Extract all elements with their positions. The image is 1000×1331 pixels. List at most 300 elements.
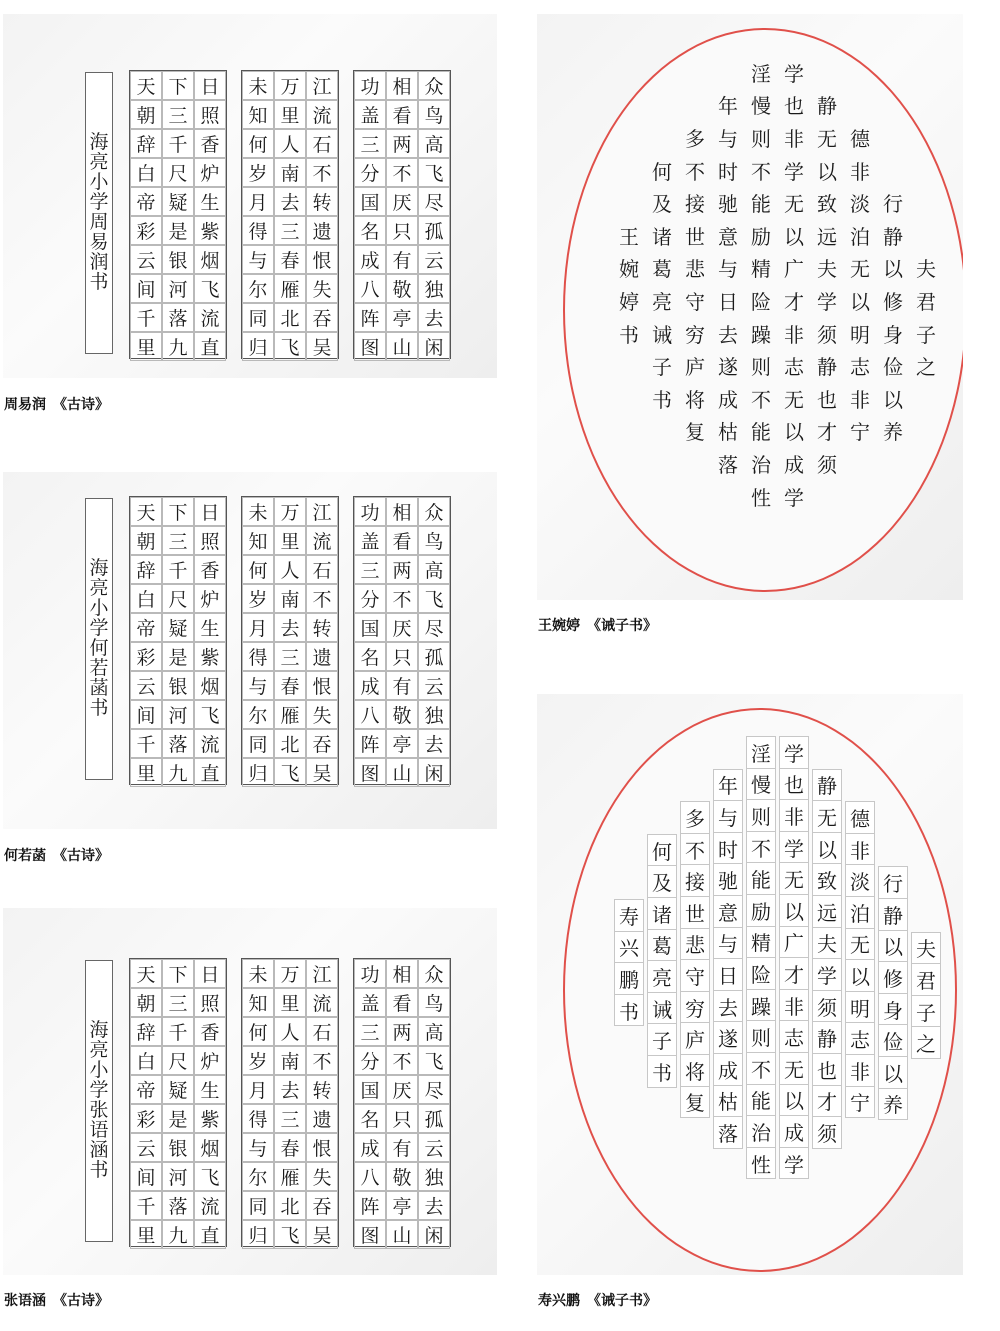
poem-char: 吞	[306, 1191, 338, 1220]
poem-char: 厌	[386, 613, 418, 642]
signature-char: 亮	[89, 151, 109, 174]
essay-char: 精	[751, 257, 771, 282]
essay-char: 无	[812, 800, 842, 833]
poem-char: 众	[418, 959, 450, 988]
poem-char: 流	[306, 100, 338, 129]
poem-char: 有	[386, 245, 418, 274]
poem-char: 相	[386, 71, 418, 100]
poem-char: 疑	[162, 187, 194, 216]
essay-char: 静	[812, 769, 842, 802]
poem-char: 高	[418, 129, 450, 158]
signature-char: 王	[619, 224, 639, 249]
essay-char: 何	[647, 834, 677, 867]
essay-column-9	[647, 154, 677, 415]
poem-char: 敬	[386, 1162, 418, 1191]
poem-char: 孤	[418, 1104, 450, 1133]
poem-char: 吴	[306, 1220, 338, 1249]
poem-char: 亭	[386, 1191, 418, 1220]
poem-char: 日	[194, 497, 226, 526]
essay-char: 静	[817, 94, 837, 119]
poem-char: 千	[130, 1191, 162, 1220]
poem-char: 紫	[194, 216, 226, 245]
poem-char: 同	[242, 1191, 274, 1220]
essay-char: 遂	[718, 355, 738, 380]
signature-char: 何	[89, 637, 109, 659]
signature-char: 书	[614, 994, 644, 1027]
essay-char: 也	[779, 768, 809, 801]
poem-char: 流	[306, 988, 338, 1017]
poem-char: 彩	[130, 216, 162, 245]
essay-char: 远	[817, 224, 837, 249]
essay-char: 俭	[883, 355, 903, 380]
essay-char: 之	[916, 355, 936, 380]
signature-char: 海	[89, 557, 109, 580]
poem-char: 雁	[274, 1162, 306, 1191]
poem-char: 流	[194, 1191, 226, 1220]
poem-char: 众	[418, 71, 450, 100]
poem-char: 尔	[242, 274, 274, 303]
poem-char: 与	[242, 1133, 274, 1162]
poem-char: 阵	[354, 1191, 386, 1220]
poem-char: 云	[130, 1133, 162, 1162]
poem-char: 朝	[130, 988, 162, 1017]
poem-char: 岁	[242, 158, 274, 187]
poem-char: 疑	[162, 1075, 194, 1104]
essay-char: 明	[845, 991, 875, 1024]
essay-column-9	[647, 834, 677, 1087]
poem-char: 朝	[130, 100, 162, 129]
essay-char: 不	[746, 1052, 776, 1085]
poem-char: 炉	[194, 584, 226, 613]
essay-char: 夫	[916, 257, 936, 282]
essay-char: 亮	[647, 960, 677, 993]
essay-char: 以	[817, 159, 837, 184]
poem-char: 三	[354, 555, 386, 584]
essay-char: 才	[779, 957, 809, 990]
poem-char: 流	[194, 729, 226, 758]
poem-char: 照	[194, 526, 226, 555]
poem-char: 八	[354, 700, 386, 729]
essay-char: 学	[779, 736, 809, 769]
essay-char: 无	[784, 387, 804, 412]
poem-char: 敬	[386, 274, 418, 303]
poem-char: 得	[242, 216, 274, 245]
essay-char: 无	[779, 1052, 809, 1085]
essay-char: 学	[784, 61, 804, 86]
poem-char: 春	[274, 245, 306, 274]
poem-char: 相	[386, 959, 418, 988]
poem-char: 飞	[194, 1162, 226, 1191]
essay-char: 以	[812, 832, 842, 865]
poem-char: 月	[242, 187, 274, 216]
poem-char: 银	[162, 245, 194, 274]
essay-char: 年	[718, 94, 738, 119]
caption-2: 何若菡 《古诗》	[4, 848, 109, 864]
poem-char: 看	[386, 526, 418, 555]
poem-char: 有	[386, 1133, 418, 1162]
poem-char: 九	[162, 332, 194, 361]
essay-char: 躁	[751, 322, 771, 347]
essay-char: 以	[878, 1056, 908, 1089]
essay-char: 书	[647, 1055, 677, 1088]
poem-char: 雁	[274, 700, 306, 729]
photo-sheet-2	[3, 472, 497, 829]
poem-char: 千	[130, 303, 162, 332]
essay-column-2	[878, 866, 908, 1119]
essay-char: 非	[779, 799, 809, 832]
poem-char: 人	[274, 555, 306, 584]
photo-essay-1	[537, 14, 963, 600]
poem-char: 未	[242, 71, 274, 100]
poem-char: 三	[274, 216, 306, 245]
essay-char: 庐	[685, 355, 705, 380]
essay-char: 枯	[713, 1085, 743, 1118]
poem-char: 不	[386, 584, 418, 613]
essay-char: 广	[779, 926, 809, 959]
photo-sheet-1	[3, 14, 497, 378]
poem-char: 间	[130, 700, 162, 729]
essay-char: 庐	[680, 1022, 710, 1055]
poem-char: 万	[274, 497, 306, 526]
poem-char: 图	[354, 1220, 386, 1249]
poem-char: 与	[242, 245, 274, 274]
poem-char: 石	[306, 129, 338, 158]
poem-char: 流	[194, 303, 226, 332]
poem-char: 春	[274, 1133, 306, 1162]
poem-char: 去	[274, 613, 306, 642]
poem-block-1	[129, 496, 227, 785]
essay-char: 书	[652, 387, 672, 412]
essay-char: 也	[817, 387, 837, 412]
signature-char: 寿	[614, 899, 644, 932]
essay-char: 能	[746, 1084, 776, 1117]
poem-char: 白	[130, 158, 162, 187]
poem-char: 直	[194, 1220, 226, 1249]
poem-char: 尺	[162, 584, 194, 613]
essay-char: 驰	[713, 863, 743, 896]
poem-char: 云	[418, 245, 450, 274]
essay-char: 遂	[713, 1021, 743, 1054]
poem-block-2	[241, 70, 339, 359]
essay-char: 非	[850, 387, 870, 412]
poem-char: 间	[130, 1162, 162, 1191]
poem-char: 恨	[306, 245, 338, 274]
poem-char: 石	[306, 555, 338, 584]
poem-char: 里	[130, 332, 162, 361]
essay-char: 非	[784, 322, 804, 347]
poem-char: 去	[418, 1191, 450, 1220]
essay-char: 修	[883, 289, 903, 314]
essay-char: 致	[817, 192, 837, 217]
poem-char: 分	[354, 158, 386, 187]
poem-char: 尺	[162, 1046, 194, 1075]
poem-char: 亭	[386, 303, 418, 332]
essay-char: 以	[850, 289, 870, 314]
poem-char: 国	[354, 187, 386, 216]
essay-char: 能	[751, 420, 771, 445]
poem-char: 名	[354, 642, 386, 671]
essay-char: 成	[718, 387, 738, 412]
essay-char: 才	[784, 289, 804, 314]
essay-char: 意	[718, 224, 738, 249]
poem-char: 云	[130, 245, 162, 274]
signature-char: 海	[89, 1019, 109, 1042]
poem-char: 南	[274, 584, 306, 613]
essay-column-7	[713, 769, 743, 1148]
poem-char: 云	[130, 671, 162, 700]
essay-char: 去	[718, 322, 738, 347]
essay-char: 治	[746, 1115, 776, 1148]
poem-char: 分	[354, 584, 386, 613]
poem-char: 盖	[354, 100, 386, 129]
poem-char: 吞	[306, 729, 338, 758]
poem-char: 功	[354, 959, 386, 988]
essay-column-5	[779, 736, 809, 1178]
essay-column-1	[911, 252, 941, 382]
poem-char: 人	[274, 1017, 306, 1046]
poem-char: 独	[418, 1162, 450, 1191]
poem-char: 天	[130, 497, 162, 526]
poem-char: 山	[386, 758, 418, 787]
essay-char: 志	[784, 355, 804, 380]
poem-char: 尽	[418, 613, 450, 642]
poem-char: 去	[418, 729, 450, 758]
signature-char: 若	[89, 656, 109, 679]
poem-char: 紫	[194, 642, 226, 671]
poem-char: 三	[274, 1104, 306, 1133]
signature-char: 亮	[89, 577, 109, 600]
poem-char: 千	[162, 1017, 194, 1046]
poem-char: 转	[306, 187, 338, 216]
signature-char: 鹏	[614, 962, 644, 995]
poem-char: 日	[194, 959, 226, 988]
essay-char: 多	[680, 801, 710, 834]
poem-char: 山	[386, 332, 418, 361]
essay-char: 子	[916, 322, 936, 347]
poem-char: 香	[194, 555, 226, 584]
essay-char: 枯	[718, 420, 738, 445]
poem-char: 生	[194, 1075, 226, 1104]
poem-char: 三	[162, 100, 194, 129]
poem-char: 阵	[354, 729, 386, 758]
poem-char: 去	[418, 303, 450, 332]
poem-char: 两	[386, 555, 418, 584]
essay-char: 不	[751, 159, 771, 184]
essay-column-3	[845, 801, 875, 1117]
poem-char: 高	[418, 555, 450, 584]
essay-char: 时	[713, 832, 743, 865]
caption-4: 王婉婷 《诫子书》	[538, 618, 657, 634]
essay-char: 复	[685, 420, 705, 445]
poem-char: 落	[162, 1191, 194, 1220]
signature-char: 小	[89, 171, 109, 194]
poem-block-3	[353, 70, 451, 359]
essay-char: 远	[812, 895, 842, 928]
poem-char: 紫	[194, 1104, 226, 1133]
essay-char: 以	[878, 930, 908, 963]
poem-char: 阵	[354, 303, 386, 332]
essay-char: 非	[779, 989, 809, 1022]
signature-char: 婷	[619, 289, 639, 314]
poem-char: 香	[194, 129, 226, 158]
essay-char: 慢	[751, 94, 771, 119]
poem-char: 吴	[306, 758, 338, 787]
signature-char: 书	[619, 322, 639, 347]
poem-char: 得	[242, 1104, 274, 1133]
essay-column-6	[746, 736, 776, 1178]
poem-char: 是	[162, 1104, 194, 1133]
poem-char: 相	[386, 497, 418, 526]
poem-char: 江	[306, 71, 338, 100]
poem-char: 尔	[242, 700, 274, 729]
signature-char: 润	[89, 250, 109, 273]
essay-char: 与	[713, 927, 743, 960]
essay-char: 不	[685, 159, 705, 184]
essay-char: 志	[779, 1020, 809, 1053]
poem-char: 不	[386, 1046, 418, 1075]
poem-char: 得	[242, 642, 274, 671]
poem-char: 成	[354, 1133, 386, 1162]
signature-char: 周	[89, 211, 109, 233]
poem-char: 只	[386, 216, 418, 245]
poem-char: 鸟	[418, 526, 450, 555]
essay-char: 世	[680, 896, 710, 929]
essay-char: 身	[878, 993, 908, 1026]
essay-char: 身	[883, 322, 903, 347]
poem-char: 去	[274, 1075, 306, 1104]
poem-char: 里	[274, 526, 306, 555]
poem-char: 有	[386, 671, 418, 700]
poem-char: 飞	[418, 584, 450, 613]
poem-char: 孤	[418, 642, 450, 671]
poem-char: 河	[162, 274, 194, 303]
essay-column-1	[911, 932, 941, 1058]
essay-char: 驰	[718, 192, 738, 217]
poem-char: 图	[354, 332, 386, 361]
poem-char: 烟	[194, 245, 226, 274]
essay-char: 俭	[878, 1024, 908, 1057]
poem-char: 分	[354, 1046, 386, 1075]
poem-char: 北	[274, 729, 306, 758]
poem-char: 岁	[242, 1046, 274, 1075]
poem-char: 万	[274, 959, 306, 988]
essay-char: 夫	[812, 927, 842, 960]
signature-char: 语	[89, 1118, 109, 1141]
essay-char: 能	[746, 862, 776, 895]
caption-5: 寿兴鹏 《诫子书》	[538, 1293, 657, 1309]
essay-column-4	[812, 89, 842, 480]
poem-char: 日	[194, 71, 226, 100]
poem-block-1	[129, 958, 227, 1247]
poem-char: 月	[242, 1075, 274, 1104]
poem-char: 九	[162, 758, 194, 787]
poem-char: 独	[418, 274, 450, 303]
essay-char: 诸	[647, 897, 677, 930]
caption-3: 张语涵 《古诗》	[4, 1293, 109, 1309]
essay-char: 须	[812, 990, 842, 1023]
poem-char: 孤	[418, 216, 450, 245]
poem-char: 银	[162, 1133, 194, 1162]
poem-char: 石	[306, 1017, 338, 1046]
essay-char: 养	[878, 1088, 908, 1121]
poem-char: 帝	[130, 1075, 162, 1104]
poem-char: 转	[306, 1075, 338, 1104]
essay-char: 君	[916, 289, 936, 314]
essay-char: 无	[779, 862, 809, 895]
essay-char: 复	[680, 1086, 710, 1119]
poem-char: 遗	[306, 642, 338, 671]
essay-char: 子	[652, 355, 672, 380]
poem-char: 看	[386, 100, 418, 129]
poem-char: 盖	[354, 526, 386, 555]
poem-char: 辞	[130, 1017, 162, 1046]
poem-char: 落	[162, 303, 194, 332]
poem-char: 只	[386, 642, 418, 671]
essay-char: 才	[812, 1085, 842, 1118]
essay-char: 学	[812, 958, 842, 991]
essay-char: 葛	[647, 929, 677, 962]
signature-char: 学	[89, 617, 109, 640]
poem-char: 不	[306, 1046, 338, 1075]
signature-char: 小	[89, 1059, 109, 1082]
essay-char: 无	[784, 192, 804, 217]
essay-char: 淫	[746, 736, 776, 769]
poem-char: 八	[354, 1162, 386, 1191]
signature-strip	[85, 498, 113, 780]
poem-char: 归	[242, 332, 274, 361]
signature-strip	[85, 960, 113, 1242]
poem-char: 落	[162, 729, 194, 758]
essay-char: 葛	[652, 257, 672, 282]
essay-char: 才	[817, 420, 837, 445]
poem-char: 间	[130, 274, 162, 303]
poem-char: 功	[354, 71, 386, 100]
poem-char: 生	[194, 613, 226, 642]
essay-char: 以	[784, 420, 804, 445]
poem-char: 未	[242, 497, 274, 526]
essay-char: 日	[718, 289, 738, 314]
essay-char: 守	[685, 289, 705, 314]
essay-char: 不	[680, 833, 710, 866]
poem-char: 里	[274, 100, 306, 129]
essay-signature	[614, 219, 644, 349]
essay-signature	[614, 899, 644, 1025]
signature-char: 海	[89, 131, 109, 154]
essay-column-7	[713, 89, 743, 480]
poem-char: 三	[274, 642, 306, 671]
essay-char: 也	[784, 94, 804, 119]
signature-char: 婉	[619, 257, 639, 282]
essay-char: 须	[817, 452, 837, 477]
poem-char: 尽	[418, 1075, 450, 1104]
poem-char: 遗	[306, 1104, 338, 1133]
poem-char: 鸟	[418, 100, 450, 129]
essay-char: 落	[718, 452, 738, 477]
essay-char: 及	[652, 192, 672, 217]
poem-char: 银	[162, 671, 194, 700]
poem-char: 天	[130, 959, 162, 988]
poem-block-1	[129, 70, 227, 359]
signature-char: 兴	[614, 931, 644, 964]
poem-char: 图	[354, 758, 386, 787]
essay-char: 日	[713, 958, 743, 991]
essay-char: 养	[883, 420, 903, 445]
poem-char: 辞	[130, 129, 162, 158]
essay-char: 之	[911, 1026, 941, 1059]
poem-char: 两	[386, 1017, 418, 1046]
photo-essay-2	[537, 694, 963, 1275]
poem-char: 与	[242, 671, 274, 700]
